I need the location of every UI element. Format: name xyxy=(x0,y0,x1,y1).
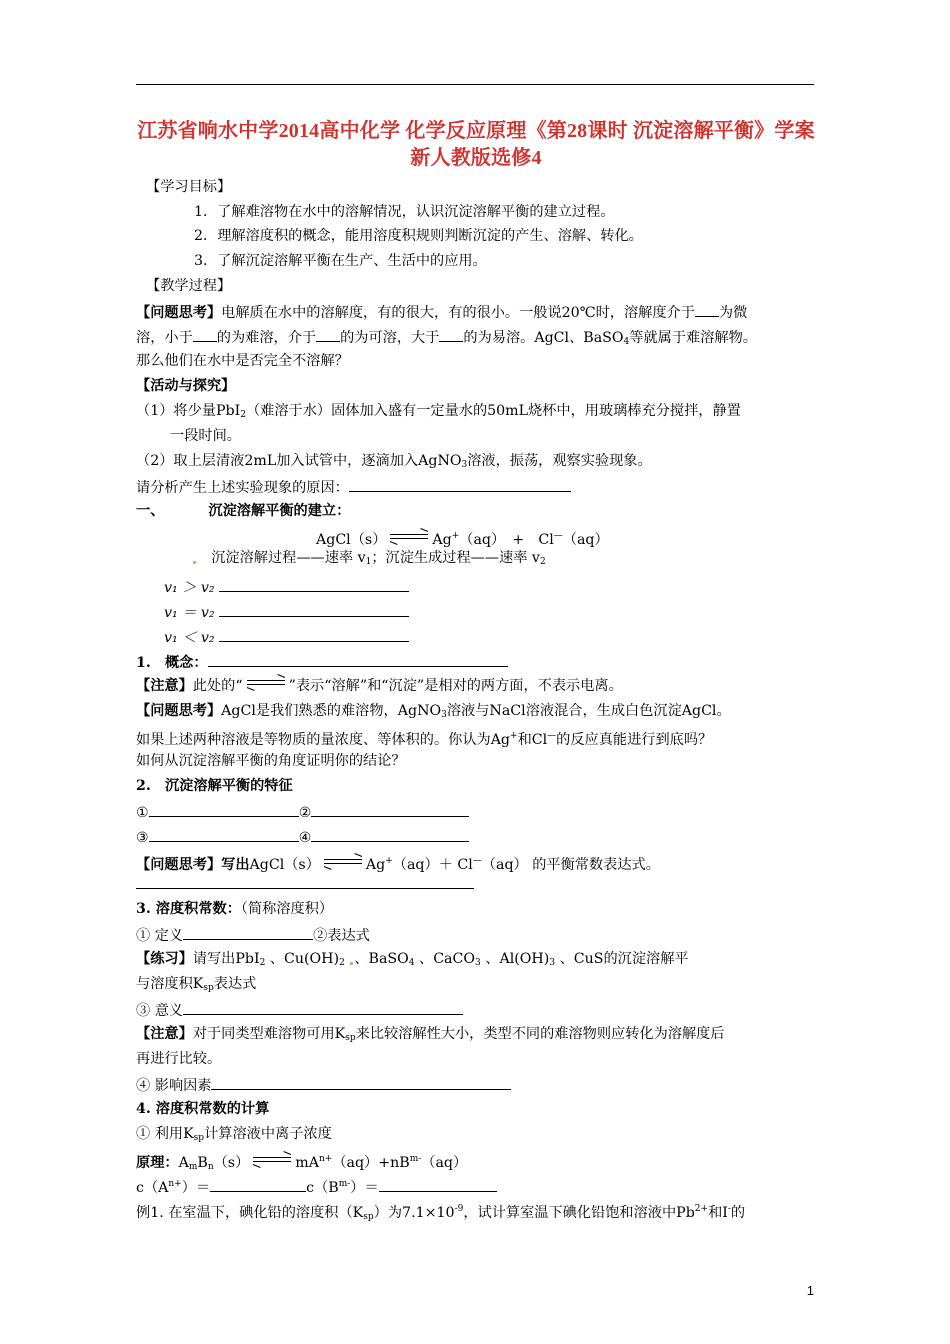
activity-2: （2）取上层清液2mL加入试管中，逐滴加入AgNO$_3$溶液，振荡，观察实验现象。 xyxy=(136,453,652,470)
answer-line[interactable] xyxy=(136,874,474,889)
rate-row-less: v₁ ＜ v₂ xyxy=(164,627,409,647)
activity-header: 【活动与探究】 xyxy=(136,378,236,394)
exercise-line-1: 【练习】请写出PbI$_2$ 、$Cu(OH)_2$ 、BaSO$_4$ 、CaCO$_3$ 、$Al(OH)_3$ 、CuS的沉淀溶解平 xyxy=(136,951,689,968)
page-number: 1 xyxy=(806,1283,814,1298)
rate-row-greater: v₁ ＞ v₂ xyxy=(164,577,409,597)
answer-line[interactable] xyxy=(219,577,409,592)
answer-line[interactable] xyxy=(183,1000,463,1015)
calc-method-1: ① 利用$K_{sp}$计算溶液中离子浓度 xyxy=(136,1126,332,1143)
equilibrium-arrow-icon xyxy=(253,1154,291,1166)
concept-heading: 1. 概念： xyxy=(136,652,508,672)
answer-line[interactable] xyxy=(379,1177,497,1192)
answer-line[interactable] xyxy=(183,925,313,940)
blank[interactable] xyxy=(439,327,463,342)
question-2-line-1: 【问题思考】AgCl是我们熟悉的难溶物，AgNO$_3$溶液与NaCl溶液混合，生成白色沉淀AgCl。 xyxy=(136,703,731,720)
question-3: 【问题思考】写出AgCl（s） Ag+（aq）＋ Cl—（aq） 的平衡常数表达式。 xyxy=(136,852,660,874)
concentration-row: $c(A^{n+})= c(B^{m-})=$ xyxy=(136,1175,497,1197)
question-2-line-2: 如果上述两种溶液是等物质的量浓度、等体积的。你认为Ag+和Cl—的反应真能进行到底吗？ xyxy=(136,731,713,748)
question-2-line-3: 如何从沉淀溶解平衡的角度证明你的结论？ xyxy=(136,753,406,769)
exercise-line-2: 与溶度积$K_{sp}$表达式 xyxy=(136,976,257,993)
activity-1-cont: 一段时间。 xyxy=(170,428,241,444)
section-4-heading: 4. 溶度积常数的计算 xyxy=(136,1101,270,1117)
features-row-2: ③ ④ xyxy=(136,827,469,847)
answer-line[interactable] xyxy=(219,602,409,617)
analysis-prompt: 请分析产生上述实验现象的原因： xyxy=(136,477,571,497)
answer-line[interactable] xyxy=(208,652,508,667)
question-1-line-1: 【问题思考】电解质在水中的溶解度，有的很大，有的很小。一般说20℃时，溶解度介于 为微 xyxy=(136,302,747,322)
blank[interactable] xyxy=(193,327,217,342)
equilibrium-arrow-icon xyxy=(390,531,428,543)
section-2-heading: 2. 沉淀溶解平衡的特征 xyxy=(136,778,293,794)
objectives-header: 【学习目标】 xyxy=(146,179,232,195)
question-1-line-3: 那么他们在水中是否完全不溶解？ xyxy=(136,353,349,369)
header-rule xyxy=(136,84,814,85)
note-1: 【注意】此处的“ ”表示“溶解”和“沉淀”是相对的两方面，不表示电离。 xyxy=(136,677,623,695)
answer-line[interactable] xyxy=(219,627,409,642)
question-label: 【问题思考】 xyxy=(136,305,222,321)
answer-line[interactable] xyxy=(210,1177,306,1192)
question-3-answer xyxy=(136,874,474,894)
equilibrium-equation: AgCl（s） Ag+（aq） + Cl—（aq） xyxy=(316,527,609,549)
meaning-row: ③ 意义 xyxy=(136,1000,463,1020)
rate-row-equal: v₁ ＝ v₂ xyxy=(164,602,409,622)
objective-1: 1．了解难溶物在水中的溶解情况，认识沉淀溶解平衡的建立过程。 xyxy=(194,204,615,220)
answer-line[interactable] xyxy=(349,477,571,492)
features-row-1: ① ② xyxy=(136,802,469,822)
example-1: 例1. 在室温下，碘化铅的溶度积$(K_{sp})$为$7.1\times 10^{-9}$，试计算室温下碘化铅饱和溶液中$Pb^{2+}$和I-的 xyxy=(136,1204,746,1222)
equilibrium-arrow-icon xyxy=(324,856,362,868)
activity-1: （1）将少量PbI$_2$（难溶于水）固体加入盛有一定量水的50mL烧杯中，用玻璃棒充分搅拌，静置 xyxy=(136,403,741,420)
answer-line[interactable] xyxy=(311,802,469,817)
factor-row: ④ 影响因素 xyxy=(136,1075,511,1095)
note-2-line-2: 再进行比较。 xyxy=(136,1051,222,1067)
note-2-line-1: 【注意】对于同类型难溶物可用$K_{sp}$来比较溶解性大小，类型不同的难溶物则应转化为溶解度后 xyxy=(136,1026,725,1043)
process-header: 【教学过程】 xyxy=(146,278,232,294)
definition-row: ① 定义 ②表达式 xyxy=(136,925,370,945)
mark-dot-icon xyxy=(193,561,196,564)
answer-line[interactable] xyxy=(311,827,469,842)
objective-3: 3．了解沉淀溶解平衡在生产、生活中的应用。 xyxy=(194,253,487,269)
equilibrium-arrow-icon xyxy=(247,677,285,689)
blank[interactable] xyxy=(695,302,719,317)
question-1-line-2: 溶，小于 的为难溶，介于 的为可溶，大于 的为易溶。AgCl、BaSO$_4$等就属于难溶解物。 xyxy=(136,327,757,351)
rate-description: 沉淀溶解过程——速率 $v_1$；沉淀生成过程——速率 $v_2$ xyxy=(192,549,546,571)
answer-line[interactable] xyxy=(149,827,299,842)
page-title: 江苏省响水中学2014高中化学 化学反应原理《第28课时 沉淀溶解平衡》学案 新人教版选修4 xyxy=(137,120,815,169)
objective-2: 2．理解溶度积的概念，能用溶度积规则判断沉淀的产生、溶解、转化。 xyxy=(194,228,643,244)
answer-line[interactable] xyxy=(149,802,299,817)
principle-equation: 原理：$A_mB_n(s)$ $mA^{n+}(aq)+nB^{m-}(aq)$ xyxy=(136,1150,467,1176)
section-1-heading: 一、 沉淀溶解平衡的建立： xyxy=(136,503,351,519)
answer-line[interactable] xyxy=(211,1075,511,1090)
blank[interactable] xyxy=(316,327,340,342)
section-3-heading: 3. 溶度积常数：（简称溶度积） xyxy=(136,901,334,917)
mark-dot-icon xyxy=(350,962,353,965)
